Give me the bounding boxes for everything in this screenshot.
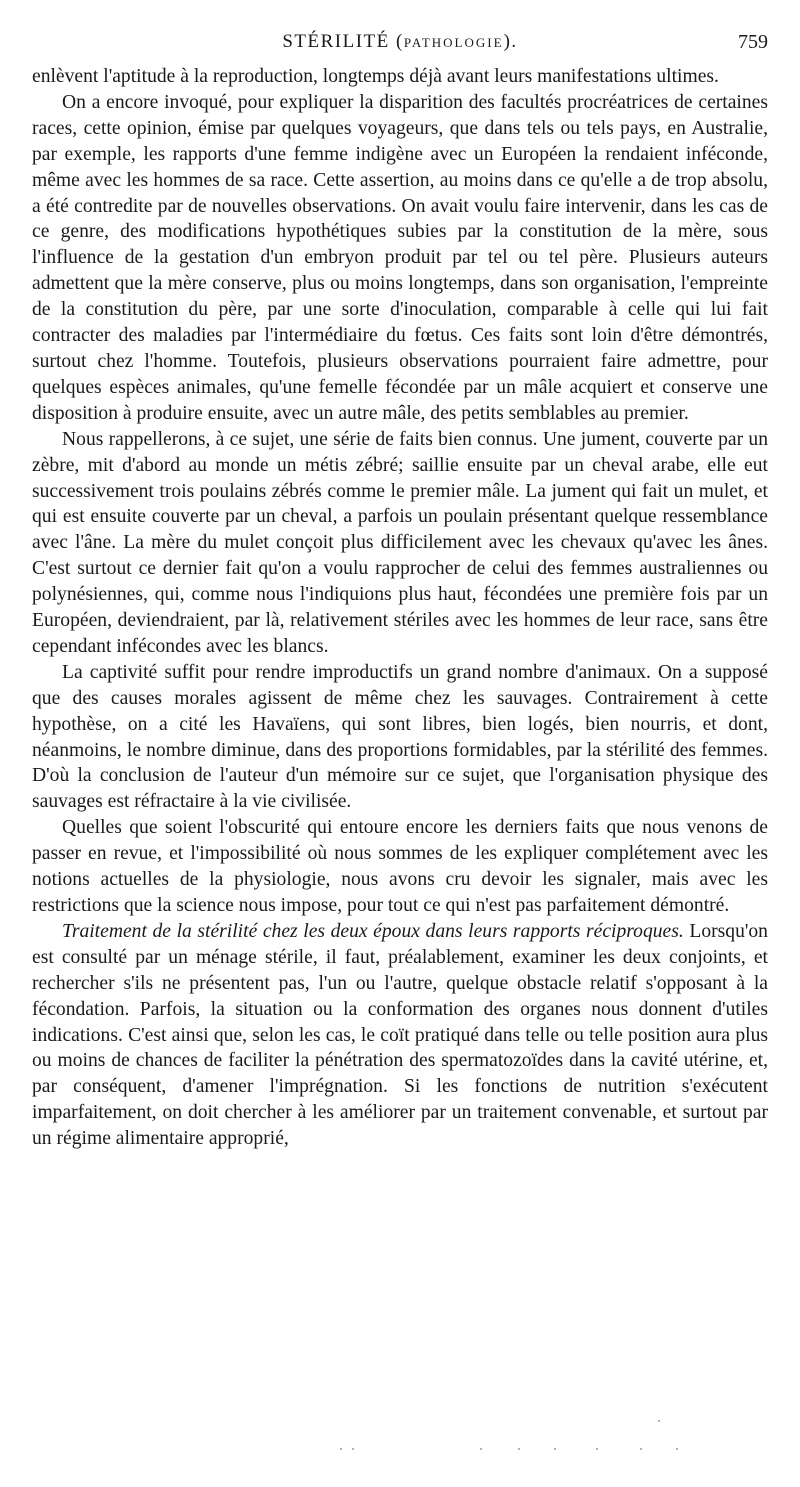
scan-speck: [340, 1448, 342, 1450]
section-heading-italic: Traitement de la stérilité chez les deux époux dans leurs rapports réciproques.: [62, 920, 684, 942]
paragraph-text: Lorsqu'on est consulté par un ménage stérile, il faut, préalablement, examiner les deux conjoints, et rechercher s'ils ne présentent pas, l'un ou l'autre, quelque obstacle relatif s'opposant à la fécondation. Parfois, la situation ou la conformation des organes nous donnent d'utiles indications. C'est ainsi que, selon les cas, le coït pratiqué dans telle ou telle position aura plus ou moins de chances de faciliter la pénétration des spermatozoïdes dans la cavité utérine, et, par conséquent, d'amener l'imprégnation. Si les fonctions de nutrition s'exécutent imparfaitement, on doit chercher à les améliorer par un traitement convenable, et surtout par un régime alimentaire approprié,: [32, 920, 768, 1150]
paragraph-treatment: [32, 919, 768, 1152]
running-title: [32, 32, 768, 53]
paragraph: La captivité suffit pour rendre improductifs un grand nombre d'animaux. On a supposé que des causes morales agissent de même chez les sauvages. Contrairement à cette hypothèse, on a cité les Havaïens, qui sont libres, bien logés, bien nourris, et dont, néanmoins, le nombre diminue, dans des proportions formidables, par la stérilité des femmes. D'où la conclusion de l'auteur d'un mémoire sur ce sujet, que l'organisation physique des sauvages est réfractaire à la vie civilisée.: [32, 661, 768, 813]
header-section-close: ).: [503, 31, 518, 52]
paragraph: On a encore invoqué, pour expliquer la disparition des facultés procréatrices de certaines races, cette opinion, émise par quelques voyageurs, que dans tels ou tels pays, en Australie, par exemple, les rapports d'une femme indigène avec un Européen la rendaient inféconde, même avec les hommes de sa race. Cette assertion, au moins dans ce qu'elle a de trop absolu, a été contredite par de nouvelles observations. On avait voulu faire intervenir, dans les cas de ce genre, des modifications hypothétiques subies par la constitution de la mère, sous l'influence de la gestation d'un embryon produit par tel ou tel père. Plusieurs auteurs admettent que la mère conserve, plus ou moins longtemps, dans son organisation, l'empreinte de la constitution du père, par une sorte d'inoculation, comparable à celle qui lui fait contracter des maladies par l'intermédiaire du fœtus. Ces faits sont loin d'être démontrés, surtout chez l'homme. Toutefois, plusieurs observations pourraient faire admettre, pour quelques espèces animales, qu'une femelle fécondée par un mâle acquiert et conserve une disposition à produire ensuite, avec un autre mâle, des petits semblables au premier.: [32, 91, 768, 424]
scan-specks: [0, 1420, 800, 1460]
scan-speck: [518, 1448, 520, 1450]
paragraph: Nous rappellerons, à ce sujet, une série de faits bien connus. Une jument, couverte par un zèbre, mit d'abord au monde un métis zébré; saillie ensuite par un cheval arabe, elle eut successivement trois poulains zébrés comme le premier mâle. La jument qui fait un mulet, et qui est ensuite couverte par un cheval, a parfois un poulain présentant quelque ressemblance avec l'âne. La mère du mulet conçoit plus difficilement avec les chevaux qu'avec les ânes. C'est surtout ce dernier fait qu'on a voulu rapprocher de celui des femmes australiennes ou polynésiennes, qui, comme nous l'indiquions plus haut, fécondées une première fois par un Européen, deviendraient, par là, relativement stériles avec les hommes de leur race, sans être cependant infécondes avec les blancs.: [32, 428, 768, 657]
scan-speck: [352, 1448, 354, 1450]
paragraph: Quelles que soient l'obscurité qui entoure encore les derniers faits que nous venons de passer en revue, et l'impossibilité où nous sommes de les expliquer complétement avec les notions actuelles de la physiologie, nous avons cru devoir les signaler, mais avec les restrictions que la science nous impose, pour tout ce qui n'est pas parfaitement démontré.: [32, 817, 768, 916]
header-section-open: (: [396, 31, 404, 52]
header-title: STÉRILITÉ: [282, 31, 390, 52]
scan-speck: [640, 1448, 642, 1450]
scan-speck: [554, 1448, 556, 1450]
paragraph: enlèvent l'aptitude à la reproduction, longtemps déjà avant leurs manifestations ultimes.: [32, 66, 719, 87]
page-number: 759: [738, 31, 768, 53]
body-text: [32, 64, 768, 1152]
running-head: [32, 0, 768, 53]
header-section: PATHOLOGIE: [403, 35, 504, 50]
scan-speck: [658, 1420, 660, 1422]
scan-speck: [480, 1448, 482, 1450]
book-page: [32, 0, 768, 1152]
scan-speck: [596, 1448, 598, 1450]
scan-speck: [676, 1448, 678, 1450]
